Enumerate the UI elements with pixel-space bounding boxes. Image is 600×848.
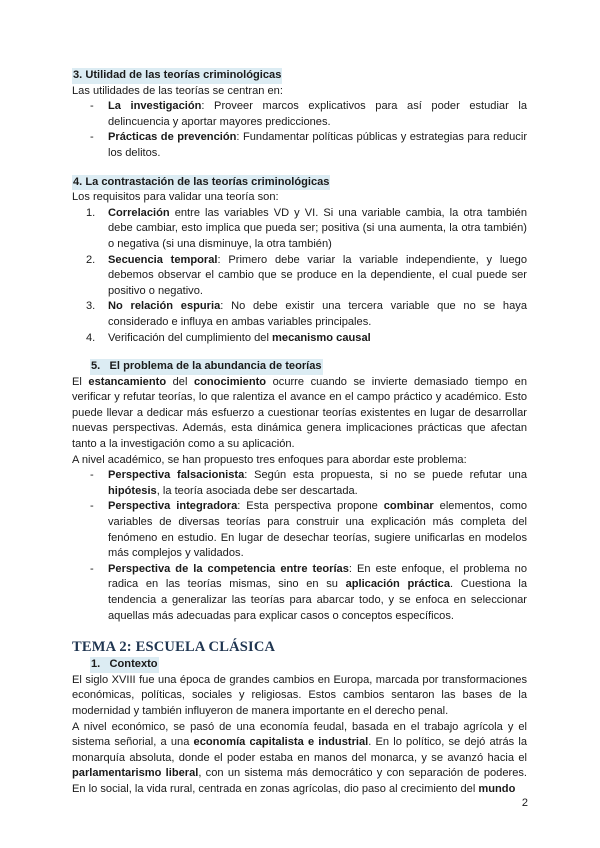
section-5-number: 5.	[91, 360, 101, 373]
list-item	[72, 130, 527, 161]
list-item	[72, 299, 527, 330]
list-item: - Perspectiva de la competencia entre teorías: En este enfoque, el problema no radica en las teorías mismas, sino en su aplicación práctica. Cuestiona la tendencia a generalizar las teorías para abarcar todo, y se enfoca en seleccionar aquellas más adecuadas para explicar casos o conceptos específicos.	[90, 562, 528, 622]
page-number: 2	[521, 797, 528, 809]
section-5-title-text: El problema de la abundancia de teorías	[109, 360, 322, 373]
bullet-dash: -	[90, 469, 94, 482]
section-5-list	[72, 468, 527, 624]
item-text: : Proveer marcos explicativos para así poder estudiar la delincuencia y aportar mayores predicciones.	[108, 100, 527, 128]
bullet-dash: -	[90, 131, 94, 144]
list-item	[72, 253, 527, 300]
document-page	[72, 68, 527, 798]
bullet-dash: -	[90, 100, 94, 113]
item-term: Correlación	[108, 206, 170, 219]
item-term: mecanismo causal	[272, 331, 371, 344]
section-3-list	[72, 99, 527, 161]
item-text: Verificación del cumplimiento del	[108, 331, 273, 344]
item-number: 4.	[86, 331, 96, 344]
item-number: 3.	[86, 300, 96, 313]
tema-2-paragraph-2: A nivel económico, se pasó de una economía feudal, basada en el trabajo agrícola y el sistema señorial, a una economía capitalista e industrial. En lo político, se dejó atrás la monarquía absoluta, donde el poder estaba en manos del monarca, y se avanzó hacia el parlamentarismo liberal, con un sistema más democrático y con separación de poderes. En lo social, la vida rural, centrada en zonas agrícolas, dio paso al crecimiento del mundo	[72, 720, 528, 795]
bullet-dash: -	[90, 562, 94, 575]
item-term: Perspectiva integradora	[108, 500, 238, 513]
item-text: : Fundamentar políticas públicas y estrategias para reducir los delitos.	[108, 131, 528, 159]
tema-2-subheading	[72, 657, 527, 673]
section-5-heading	[72, 359, 527, 375]
section-5-title	[90, 359, 323, 375]
list-item: - Perspectiva integradora: Esta perspectiva propone combinar elementos, como variables de diversas teorías para construir una explicación más completa del fenómeno en estudio. En lugar de desechar teorías, sugiere unificarlas en modelos más complejos y validados.	[90, 500, 527, 560]
item-number: 1.	[86, 206, 96, 219]
item-text: : Primero debe variar la variable independiente, y luego debemos observar el cambio que se produce en la dependiente, el cual puede ser positivo o negativo.	[108, 253, 527, 297]
item-term: Perspectiva falsacionista	[108, 469, 245, 482]
list-item: - Perspectiva falsacionista: Según esta propuesta, si no se puede refutar una hipótesis, la teoría asociada debe ser descartada.	[90, 469, 527, 497]
item-text: entre las variables VD y VI. Si una variable cambia, la otra también debe cambiar, esto implica que pueda ser; positiva (si una aumenta, la otra también) o negativa (si una disminuye, la otra también)	[108, 206, 527, 250]
item-text: : No debe existir una tercera variable que no se haya considerado e influya en ambas variables principales.	[108, 300, 527, 328]
item-term: No relación espuria	[108, 300, 221, 313]
section-3-title: 3. Utilidad de las teorías criminológicas	[72, 68, 282, 84]
item-term: Prácticas de prevención	[108, 131, 237, 144]
section-4-title: 4. La contrastación de las teorías criminológicas	[72, 175, 330, 191]
item-term: Perspectiva de la competencia entre teorías	[108, 562, 349, 575]
list-item	[72, 206, 527, 253]
section-4-list	[72, 206, 527, 346]
item-term: La investigación	[108, 100, 202, 113]
item-term: Secuencia temporal	[108, 253, 218, 266]
bullet-dash: -	[90, 500, 94, 513]
item-number: 2.	[86, 253, 96, 266]
section-5-paragraph-1: El estancamiento del conocimiento ocurre cuando se invierte demasiado tiempo en verificar y refutar teorías, lo que ralentiza el avance en el campo práctico y académico. Esto puede llevar a dedicar más esfuerzo a cuestionar teorías existentes en lugar de desarrollar nuevas perspectivas. Además, esta dinámica genera implicaciones prácticas que afectan tanto a la investigación como a su aplicación.	[72, 375, 527, 451]
list-item	[72, 99, 527, 130]
subsection-title: 1. Contexto	[90, 657, 159, 673]
section-5-paragraph-2: A nivel académico, se han propuesto tres enfoques para abordar este problema:	[72, 453, 467, 466]
list-item	[72, 331, 527, 347]
tema-2-title: TEMA 2: ESCUELA CLÁSICA	[72, 639, 276, 656]
section-4-intro: Los requisitos para validar una teoría son:	[72, 191, 279, 204]
section-3-intro: Las utilidades de las teorías se centran en:	[72, 84, 283, 97]
tema-2-paragraph-1: El siglo XVIII fue una época de grandes cambios en Europa, marcada por transformaciones económicas, políticas, sociales y religiosas. Estos cambios sentaron las bases de la modernidad y también influyeron de manera importante en el derecho penal.	[72, 673, 527, 717]
